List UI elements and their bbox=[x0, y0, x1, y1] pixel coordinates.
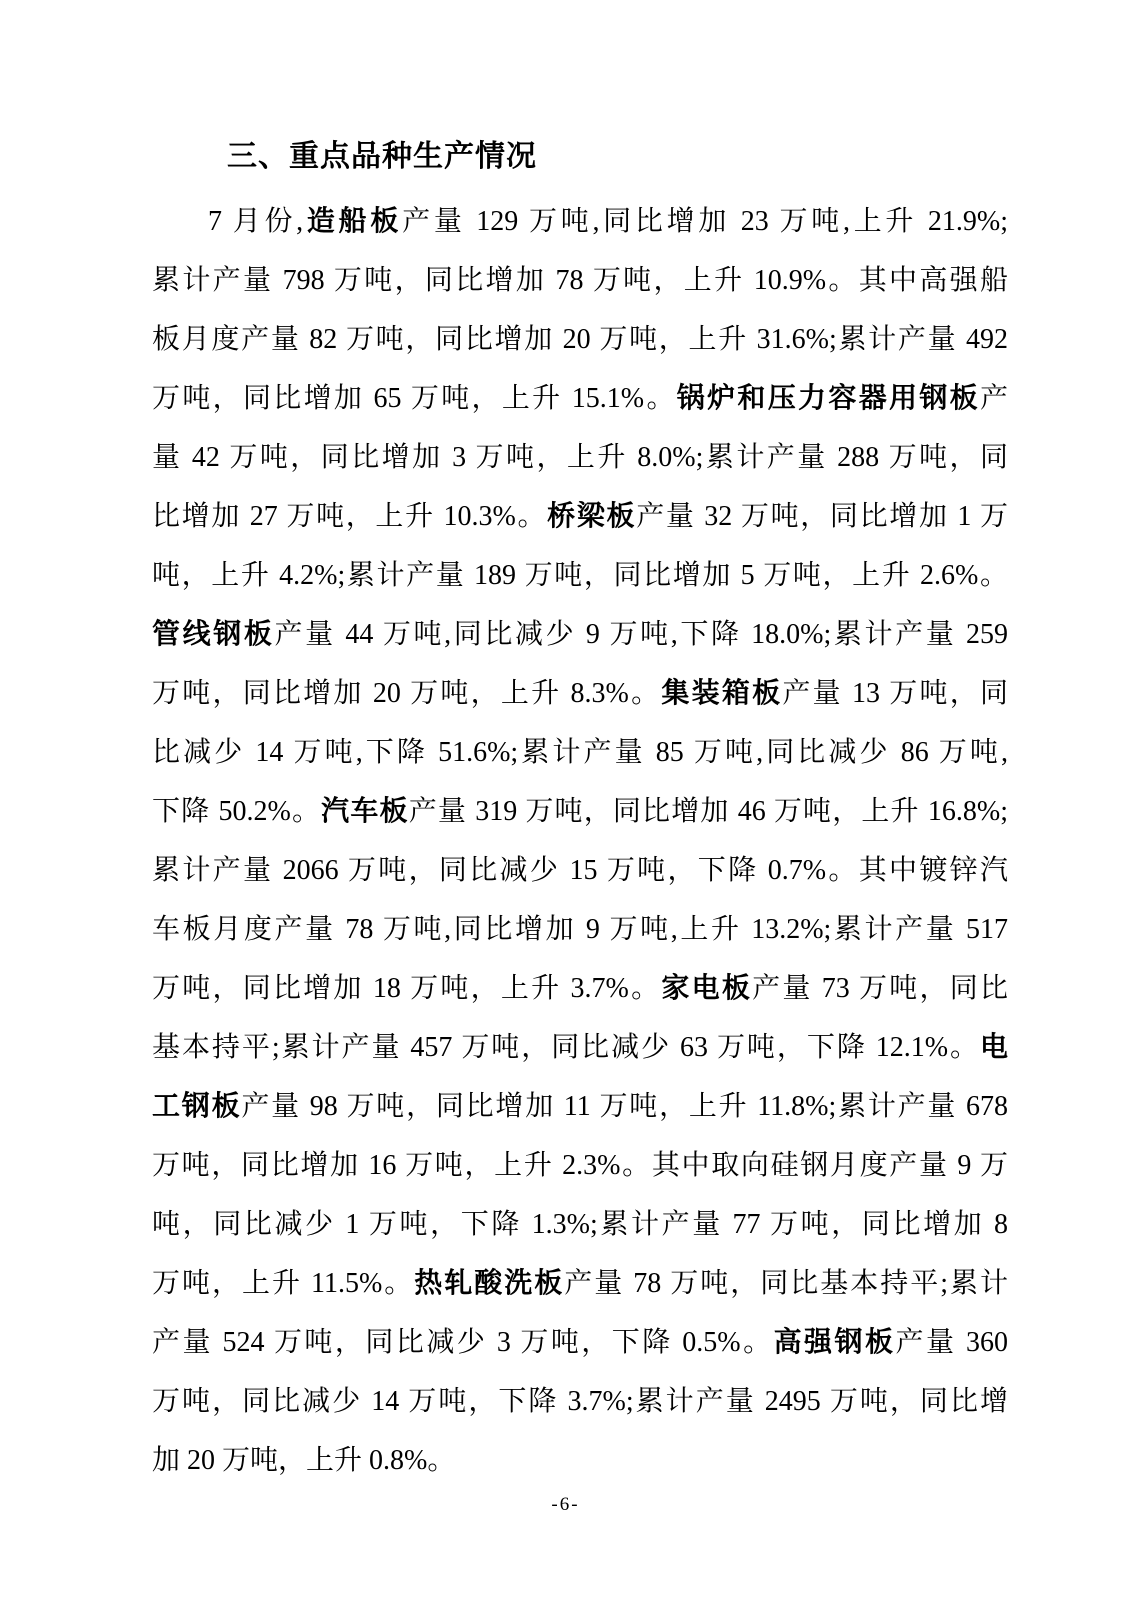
body-text-run: 产量 32 万吨，同比增加 1 万 bbox=[636, 501, 1008, 532]
paragraph-line bbox=[152, 1313, 1008, 1372]
body-text-run: 加 20 万吨，上升 0.8%。 bbox=[152, 1445, 456, 1476]
paragraph-line bbox=[152, 782, 1008, 841]
paragraph-line bbox=[152, 1254, 1008, 1313]
body-text-run: 比减少 14 万吨,下降 51.6%;累计产量 85 万吨,同比减少 86 万吨, bbox=[152, 737, 1008, 768]
body-text-run: 比增加 27 万吨，上升 10.3%。 bbox=[152, 501, 548, 532]
body-text-run: 量 42 万吨，同比增加 3 万吨，上升 8.0%;累计产量 288 万吨，同 bbox=[152, 442, 1008, 473]
body-text-run: 下降 50.2%。 bbox=[152, 796, 322, 827]
body-text-run: 产量 73 万吨，同比 bbox=[752, 973, 1008, 1004]
page-content bbox=[152, 140, 1008, 1490]
paragraph-line bbox=[152, 605, 1008, 664]
product-name-emphasis: 锅炉和压力容器用钢板 bbox=[676, 383, 980, 414]
section-heading: 三、重点品种生产情况 bbox=[227, 140, 537, 173]
product-name-emphasis: 家电板 bbox=[661, 973, 753, 1004]
paragraph-line bbox=[152, 487, 1008, 546]
body-text-run: 产量 13 万吨，同 bbox=[782, 678, 1008, 709]
product-name-emphasis: 工钢板 bbox=[152, 1091, 242, 1122]
paragraph-line bbox=[152, 664, 1008, 723]
product-name-emphasis: 桥梁板 bbox=[547, 501, 637, 532]
paragraph-line bbox=[152, 900, 1008, 959]
paragraph-line bbox=[152, 1431, 1008, 1490]
product-name-emphasis: 电 bbox=[979, 1032, 1008, 1063]
body-text-run: 万吨，同比增加 65 万吨，上升 15.1%。 bbox=[152, 383, 677, 414]
body-text-run: 万吨，同比增加 16 万吨，上升 2.3%。其中取向硅钢月度产量 9 万 bbox=[152, 1150, 1008, 1181]
body-text-run: 板月度产量 82 万吨，同比增加 20 万吨，上升 31.6%;累计产量 492 bbox=[152, 324, 1008, 355]
body-text-run: 产 bbox=[979, 383, 1008, 414]
body-text-run: 产量 78 万吨，同比基本持平;累计 bbox=[564, 1268, 1008, 1299]
body-text-run: 产量 44 万吨,同比减少 9 万吨,下降 18.0%;累计产量 259 bbox=[274, 619, 1008, 650]
body-text-run: 万吨，同比增加 18 万吨，上升 3.7%。 bbox=[152, 973, 662, 1004]
paragraph-line bbox=[152, 841, 1008, 900]
product-name-emphasis: 高强钢板 bbox=[773, 1327, 896, 1358]
paragraph-line bbox=[152, 1372, 1008, 1431]
body-text-run: 万吨，同比减少 14 万吨，下降 3.7%;累计产量 2495 万吨，同比增 bbox=[152, 1386, 1008, 1417]
paragraph-line bbox=[152, 251, 1008, 310]
paragraph-line bbox=[152, 310, 1008, 369]
paragraph-line bbox=[152, 959, 1008, 1018]
paragraph-line bbox=[152, 192, 1008, 251]
body-text-run: 7 月份, bbox=[208, 206, 304, 237]
page-number: -6- bbox=[551, 1494, 580, 1515]
paragraph-line bbox=[152, 1077, 1008, 1136]
body-text-run: 产量 129 万吨,同比增加 23 万吨,上升 21.9%; bbox=[402, 206, 1008, 237]
product-name-emphasis: 汽车板 bbox=[321, 796, 409, 827]
product-name-emphasis: 热轧酸洗板 bbox=[414, 1268, 565, 1299]
body-text-run: 吨，上升 4.2%;累计产量 189 万吨，同比增加 5 万吨，上升 2.6%。 bbox=[152, 560, 1008, 591]
product-name-emphasis: 造船板 bbox=[303, 206, 403, 237]
body-text-run: 车板月度产量 78 万吨,同比增加 9 万吨,上升 13.2%;累计产量 517 bbox=[152, 914, 1008, 945]
paragraph-line bbox=[152, 369, 1008, 428]
body-text-run: 万吨，上升 11.5%。 bbox=[152, 1268, 415, 1299]
paragraph-line bbox=[152, 1195, 1008, 1254]
body-text-run: 吨，同比减少 1 万吨，下降 1.3%;累计产量 77 万吨，同比增加 8 bbox=[152, 1209, 1008, 1240]
body-text-run: 产量 98 万吨，同比增加 11 万吨，上升 11.8%;累计产量 678 bbox=[241, 1091, 1008, 1122]
product-name-emphasis: 管线钢板 bbox=[152, 619, 275, 650]
paragraph bbox=[152, 192, 1008, 1490]
body-text-run: 产量 360 bbox=[895, 1327, 1008, 1358]
paragraph-line bbox=[152, 1018, 1008, 1077]
paragraph-line bbox=[152, 546, 1008, 605]
body-text-run: 产量 319 万吨，同比增加 46 万吨，上升 16.8%; bbox=[408, 796, 1008, 827]
body-text-run: 累计产量 2066 万吨，同比减少 15 万吨，下降 0.7%。其中镀锌汽 bbox=[152, 855, 1008, 886]
body-text-run: 万吨，同比增加 20 万吨，上升 8.3%。 bbox=[152, 678, 662, 709]
body-text-run: 产量 524 万吨，同比减少 3 万吨，下降 0.5%。 bbox=[152, 1327, 774, 1358]
body-text-run: 累计产量 798 万吨，同比增加 78 万吨，上升 10.9%。其中高强船 bbox=[152, 265, 1008, 296]
body-text-run: 基本持平;累计产量 457 万吨，同比减少 63 万吨，下降 12.1%。 bbox=[152, 1032, 980, 1063]
paragraph-line bbox=[152, 1136, 1008, 1195]
paragraph-line bbox=[152, 723, 1008, 782]
paragraph-line bbox=[152, 428, 1008, 487]
product-name-emphasis: 集装箱板 bbox=[661, 678, 783, 709]
